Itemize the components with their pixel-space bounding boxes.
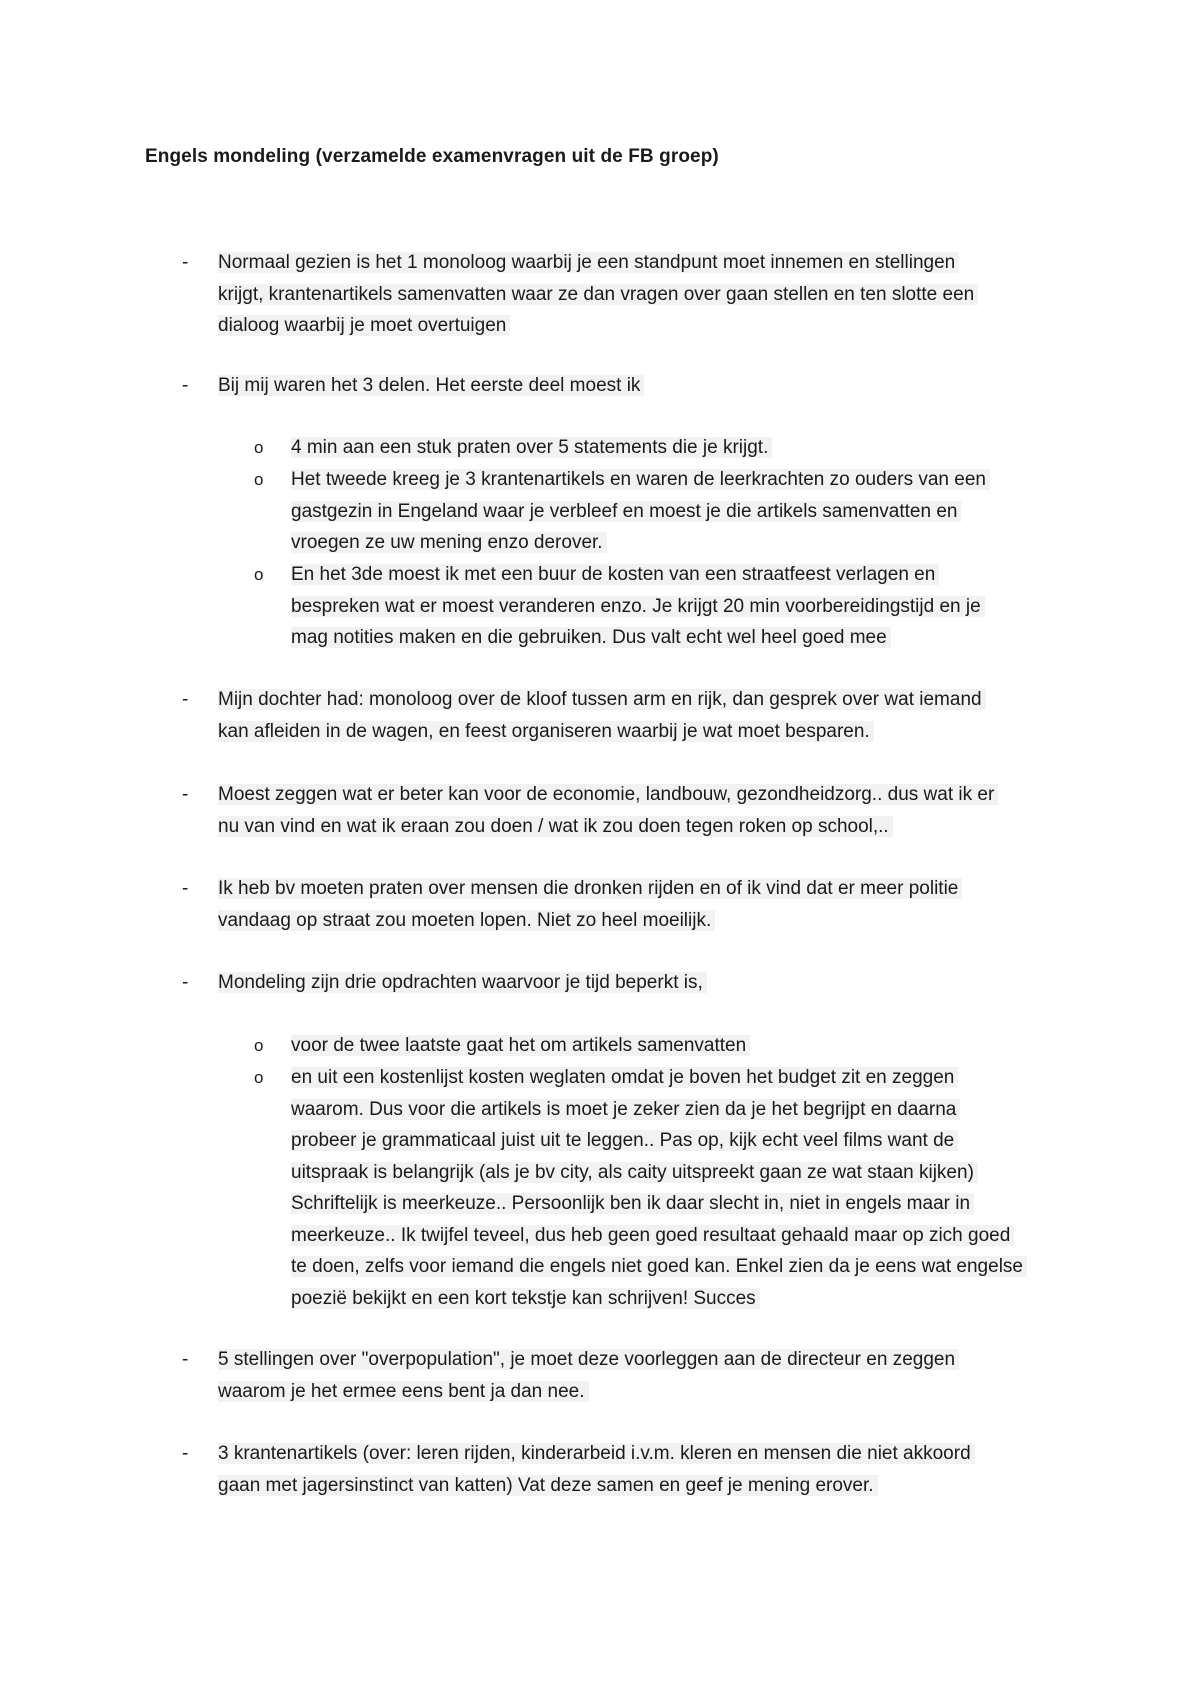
text-line: poezië bekijkt en een kort tekstje kan schrijven! Succes — [291, 1288, 760, 1309]
text-line: probeer je grammaticaal juist uit te leggen.. Pas op, kijk echt veel films want de — [291, 1130, 958, 1151]
bullet-text — [218, 779, 1045, 842]
dash-marker: - — [182, 878, 189, 899]
bullet-text — [218, 1344, 1045, 1407]
text-line: En het 3de moest ik met een buur de kosten van een straatfeest verlagen en — [291, 564, 939, 585]
text-line: meerkeuze.. Ik twijfel teveel, dus heb geen goed resultaat gehaald maar op zich goed — [291, 1225, 1014, 1246]
dash-marker: - — [182, 375, 189, 396]
circle-marker: o — [254, 470, 264, 489]
text-line: en uit een kostenlijst kosten weglaten omdat je boven het budget zit en zeggen — [291, 1067, 958, 1088]
circle-marker: o — [254, 1068, 264, 1087]
text-line: vandaag op straat zou moeten lopen. Niet zo heel moeilijk. — [218, 910, 715, 931]
dash-marker: - — [182, 1349, 189, 1370]
bullet-text — [218, 247, 1045, 342]
bullet-text — [218, 1438, 1045, 1501]
text-line: Mijn dochter had: monoloog over de kloof tussen arm en rijk, dan gesprek over wat iemand — [218, 689, 986, 710]
text-line: uitspraak is belangrijk (als je bv city, als caity uitspreekt gaan ze wat staan kijken) — [291, 1162, 978, 1183]
text-line: Moest zeggen wat er beter kan voor de economie, landbouw, gezondheidzorg.. dus wat ik er — [218, 784, 998, 805]
dash-marker: - — [182, 252, 189, 273]
text-line: bespreken wat er moest veranderen enzo. Je krijgt 20 min voorbereidingstijd en je — [291, 596, 985, 617]
text-line: 4 min aan een stuk praten over 5 statements die je krijgt. — [291, 437, 772, 458]
text-line: mag notities maken en die gebruiken. Dus valt echt wel heel goed mee — [291, 627, 891, 648]
sub-text — [291, 559, 1065, 654]
text-line: 3 krantenartikels (over: leren rijden, kinderarbeid i.v.m. kleren en mensen die niet akkoord — [218, 1443, 975, 1464]
text-line: nu van vind en wat ik eraan zou doen / wat ik zou doen tegen roken op school,.. — [218, 816, 893, 837]
document-title: Engels mondeling (verzamelde examenvragen uit de FB groep) — [145, 146, 719, 167]
circle-marker: o — [254, 438, 264, 457]
sub-text — [291, 1030, 1065, 1062]
dash-marker: - — [182, 784, 189, 805]
circle-marker: o — [254, 1036, 264, 1055]
sub-text — [291, 1062, 1065, 1314]
text-line: kan afleiden in de wagen, en feest organiseren waarbij je wat moet besparen. — [218, 721, 874, 742]
circle-marker: o — [254, 565, 264, 584]
text-line: waarom. Dus voor die artikels is moet je zeker zien da je het begrijpt en daarna — [291, 1099, 960, 1120]
dash-marker: - — [182, 972, 189, 993]
text-line: voor de twee laatste gaat het om artikels samenvatten — [291, 1035, 750, 1056]
text-line: Het tweede kreeg je 3 krantenartikels en waren de leerkrachten zo ouders van een — [291, 469, 990, 490]
sub-text — [291, 432, 1065, 464]
text-line: Schriftelijk is meerkeuze.. Persoonlijk ben ik daar slecht in, niet in engels maar in — [291, 1193, 974, 1214]
sub-text — [291, 464, 1065, 559]
text-line: waarom je het ermee eens bent ja dan nee. — [218, 1381, 589, 1402]
text-line: te doen, zelfs voor iemand die engels niet goed kan. Enkel zien da je eens wat engelse — [291, 1256, 1027, 1277]
dash-marker: - — [182, 1443, 189, 1464]
text-line: gaan met jagersinstinct van katten) Vat deze samen en geef je mening erover. — [218, 1475, 878, 1496]
text-line: Ik heb bv moeten praten over mensen die dronken rijden en of ik vind dat er meer politie — [218, 878, 962, 899]
text-line: dialoog waarbij je moet overtuigen — [218, 315, 510, 336]
bullet-text — [218, 684, 1045, 747]
bullet-text — [218, 873, 1045, 936]
bullet-text — [218, 967, 1045, 999]
dash-marker: - — [182, 689, 189, 710]
bullet-text — [218, 370, 1045, 402]
text-line: 5 stellingen over "overpopulation", je moet deze voorleggen aan de directeur en zeggen — [218, 1349, 959, 1370]
text-line: Mondeling zijn drie opdrachten waarvoor je tijd beperkt is, — [218, 972, 707, 993]
text-line: vroegen ze uw mening enzo derover. — [291, 532, 607, 553]
text-line: Normaal gezien is het 1 monoloog waarbij je een standpunt moet innemen en stellingen — [218, 252, 959, 273]
text-line: gastgezin in Engeland waar je verbleef en moest je die artikels samenvatten en — [291, 501, 961, 522]
text-line: krijgt, krantenartikels samenvatten waar ze dan vragen over gaan stellen en ten slotte een — [218, 284, 978, 305]
text-line: Bij mij waren het 3 delen. Het eerste deel moest ik — [218, 375, 644, 396]
